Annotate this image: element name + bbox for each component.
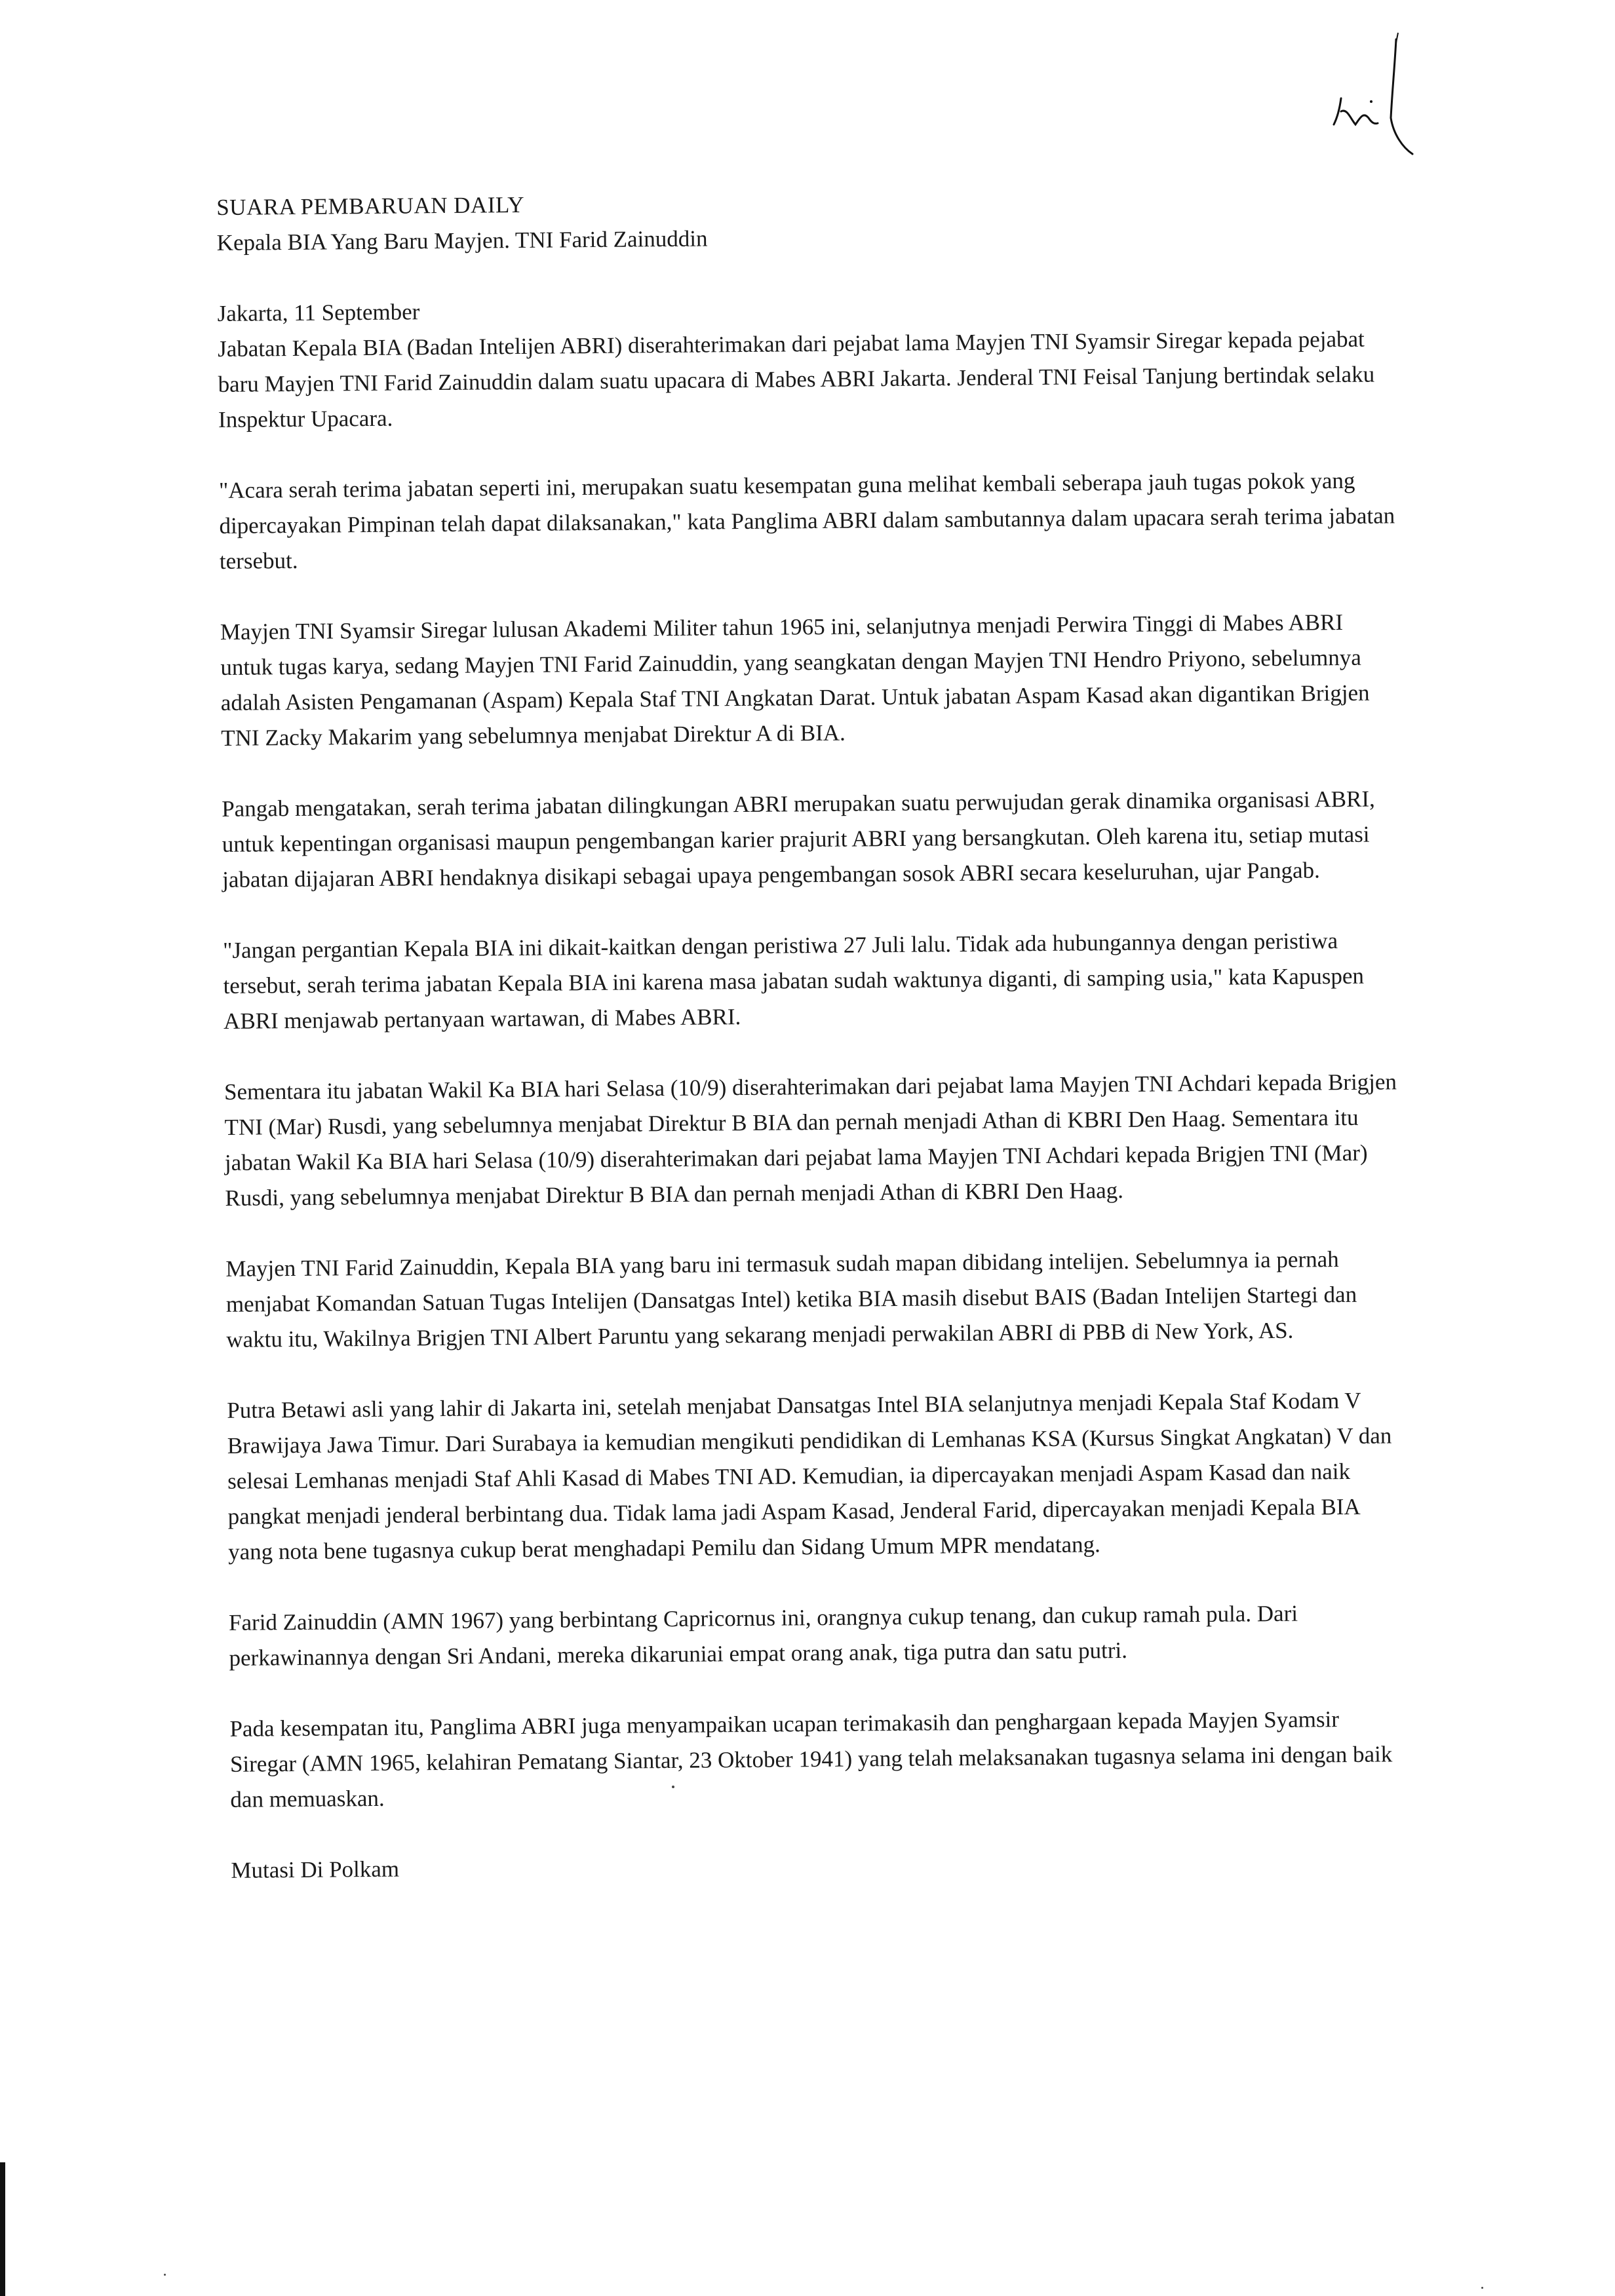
- headline: Kepala BIA Yang Baru Mayjen. TNI Farid Zainuddin: [216, 225, 708, 256]
- handwritten-initials: [1331, 26, 1449, 157]
- section-heading: Mutasi Di Polkam: [231, 1856, 400, 1883]
- paragraph-5: "Jangan pergantian Kepala BIA ini dikait-kaitkan dengan peristiwa 27 Juli lalu. Tidak ada hubungannya dengan peristiwa tersebut, serah terima jabatan Kepala BIA ini karena masa jabatan sudah waktunya diganti, di samping usia," kata Kapuspen ABRI menjawab pertanyaan wartawan, di Mabes ABRI.: [222, 928, 1365, 1034]
- paragraph-3: Mayjen TNI Syamsir Siregar lulusan Akademi Militer tahun 1965 ini, selanjutnya menjadi Perwira Tinggi di Mabes ABRI untuk tugas karya, sedang Mayjen TNI Farid Zainuddin, yang seangkatan dengan Mayjen TNI Hendro Priyono, sebelumnya adalah Asisten Pengamanan (Aspam) Kepala Staf TNI Angkatan Darat. Untuk jabatan Aspam Kasad akan digantikan Brigjen TNI Zacky Makarim yang sebelumnya menjabat Direktur A di BIA.: [220, 609, 1370, 751]
- paragraph-6: Sementara itu jabatan Wakil Ka BIA hari Selasa (10/9) diserahterimakan dari pejabat lama Mayjen TNI Achdari kepada Brigjen TNI (Mar) Rusdi, yang sebelumnya menjabat Direktur B BIA dan pernah menjadi Athan di KBRI Den Haag. Sementara itu jabatan Wakil Ka BIA hari Selasa (10/9) diserahterimakan dari pejabat lama Mayjen TNI Achdari kepada Brigjen TNI (Mar) Rusdi, yang sebelumnya menjabat Direktur B BIA dan pernah menjadi Athan di KBRI Den Haag.: [224, 1069, 1397, 1211]
- paragraph-8: Putra Betawi asli yang lahir di Jakarta ini, setelah menjabat Dansatgas Intel BIA selanjutnya menjadi Kepala Staf Kodam V Brawijaya Jawa Timur. Dari Surabaya ia kemudian mengikuti pendidikan di Lemhanas KSA (Kursus Singkat Angkatan) V dan selesai Lemhanas menjadi Staf Ahli Kasad di Mabes TNI AD. Kemudian, ia dipercayakan menjadi Aspam Kasad dan naik pangkat menjadi jenderal berbintang dua. Tidak lama jadi Aspam Kasad, Jenderal Farid, dipercayakan menjadi Kepala BIA yang nota bene tugasnya cukup berat menghadapi Pemilu dan Sidang Umum MPR mendatang.: [227, 1387, 1392, 1565]
- dateline: Jakarta, 11 September: [217, 299, 420, 326]
- paragraph-7: Mayjen TNI Farid Zainuddin, Kepala BIA yang baru ini termasuk sudah mapan dibidang intelijen. Sebelumnya ia pernah menjabat Komandan Satuan Tugas Intelijen (Dansatgas Intel) ketika BIA masih disebut BAIS (Badan Intelijen Startegi dan waktu itu, Wakilnya Brigjen TNI Albert Paruntu yang sekarang menjadi perwakilan ABRI di PBB di New York, AS.: [225, 1246, 1357, 1352]
- paragraph-10: Pada kesempatan itu, Panglima ABRI juga menyampaikan ucapan terimakasih dan penghargaan kepada Mayjen Syamsir Siregar (AMN 1965, kelahiran Pematang Siantar, 23 Oktober 1941) yang telah melaksanakan tugasnya selama ini dengan baik dan memuaskan.: [229, 1706, 1393, 1812]
- scan-speck: [672, 1786, 674, 1788]
- scan-speck: [1481, 2287, 1483, 2289]
- scan-edge-mark: [0, 2162, 5, 2296]
- paragraph-2: "Acara serah terima jabatan seperti ini, merupakan suatu kesempatan guna melihat kembali seberapa jauh tugas pokok yang dipercayakan Pimpinan telah dapat dilaksanakan," kata Panglima ABRI dalam sambutannya dalam upacara serah terima jabatan tersebut.: [218, 467, 1395, 574]
- scan-speck: [164, 2274, 166, 2276]
- paragraph-1: Jabatan Kepala BIA (Badan Intelijen ABRI) diserahterimakan dari pejabat lama Mayjen TNI Syamsir Siregar kepada pejabat baru Mayjen TNI Farid Zainuddin dalam suatu upacara di Mabes ABRI Jakarta. Jenderal TNI Feisal Tanjung bertindak selaku Inspektur Upacara.: [217, 326, 1375, 432]
- article-body: [216, 180, 1411, 1888]
- paragraph-4: Pangab mengatakan, serah terima jabatan dilingkungan ABRI merupakan suatu perwujudan gerak dinamika organisasi ABRI, untuk kepentingan organisasi maupun pengembangan karier prajurit ABRI yang bersangkutan. Oleh karena itu, setiap mutasi jabatan dijajaran ABRI hendaknya disikapi sebagai upaya pengembangan sosok ABRI secara keseluruhan, ujar Pangab.: [222, 786, 1375, 892]
- publication-name: SUARA PEMBARUAN DAILY: [216, 191, 525, 220]
- paragraph-9: Farid Zainuddin (AMN 1967) yang berbintang Capricornus ini, orangnya cukup tenang, dan cukup ramah pula. Dari perkawinannya dengan Sri Andani, mereka dikaruniai empat orang anak, tiga putra dan satu putri.: [228, 1600, 1298, 1671]
